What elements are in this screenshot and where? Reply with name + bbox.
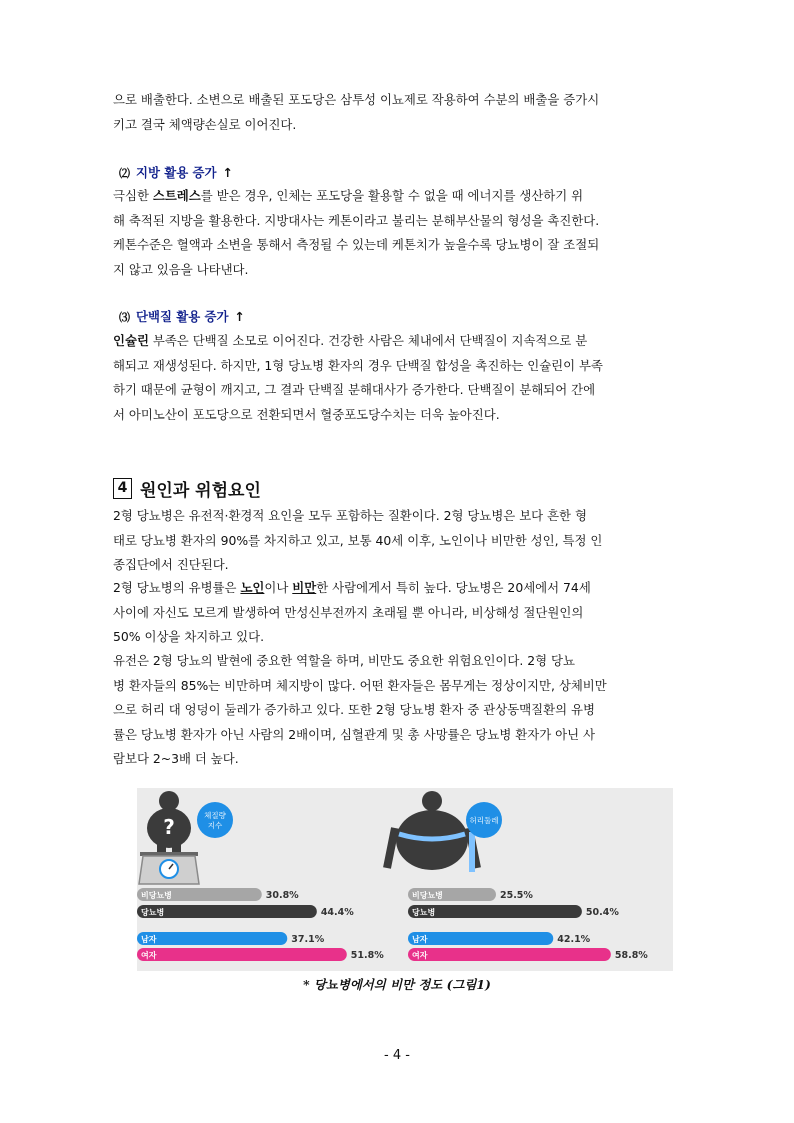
up-arrow-icon: ↑ xyxy=(222,165,233,180)
text-line: 2형 당뇨병의 유병률은 노인이나 비만한 사람에게서 특히 높다. 당뇨병은 20세에서 74세 xyxy=(113,580,591,595)
text-line: 람보다 2~3배 더 높다. xyxy=(113,751,239,766)
bar-남자 xyxy=(408,932,553,945)
emphasis-stress: 스트레스 xyxy=(152,188,201,203)
fat-usage-paragraph xyxy=(113,184,681,282)
protein-usage-paragraph xyxy=(113,329,681,427)
text-line: 극심한 스트레스를 받은 경우, 인체는 포도당을 활용할 수 없을 때 에너지를 생산하기 위 xyxy=(113,188,584,203)
figure-caption: * 당뇨병에서의 비만 정도 (그림1) xyxy=(303,977,491,992)
section-number-box: 4 xyxy=(113,478,132,499)
text-line: 태로 당뇨병 환자의 90%를 차지하고 있고, 보통 40세 이후, 노인이나 비만한 성인, 특정 인 xyxy=(113,532,603,548)
emphasis-elderly: 노인 xyxy=(240,580,265,595)
bar-value: 50.4% xyxy=(585,907,619,918)
bar-label: 당뇨병 xyxy=(141,908,165,917)
causes-paragraph-3 xyxy=(113,649,681,772)
bar-남자 xyxy=(137,932,287,945)
bar-label: 남자 xyxy=(141,935,157,944)
intro-paragraph xyxy=(113,88,681,137)
bar-value: 25.5% xyxy=(499,890,533,901)
bar-value: 51.8% xyxy=(350,950,384,961)
emphasis-insulin: 인슐린 xyxy=(113,333,149,348)
bar-label: 비당뇨병 xyxy=(141,891,172,900)
text-line: 하기 때문에 균형이 깨지고, 그 결과 단백질 분해대사가 증가한다. 단백질이 분해되어 간에 xyxy=(113,382,596,397)
text-line: 해되고 재생성된다. 하지만, 1형 당뇨병 환자의 경우 단백질 합성을 촉진하는 인슐린이 부족 xyxy=(113,357,603,373)
bar-label: 당뇨병 xyxy=(412,908,436,917)
svg-text:?: ? xyxy=(163,815,175,839)
subheading-number: ⑵ xyxy=(119,167,130,180)
text-line: 인슐린 부족은 단백질 소모로 이어진다. 건강한 사람은 체내에서 단백질이 지속적으로 분 xyxy=(113,333,588,348)
subheading-number: ⑶ xyxy=(119,311,130,324)
text-line: 사이에 자신도 모르게 발생하여 만성신부전까지 초래될 뿐 아니라, 비상해성 절단원인의 xyxy=(113,604,584,620)
subheading-title: 지방 활용 증가 xyxy=(136,165,217,180)
bar-value: 42.1% xyxy=(557,934,591,945)
person-on-scale-icon xyxy=(139,791,199,884)
bar-여자 xyxy=(137,948,347,961)
text-line: 종집단에서 진단된다. xyxy=(113,557,229,572)
bar-여자 xyxy=(408,948,611,961)
bar-label: 여자 xyxy=(141,951,157,960)
bar-value: 58.8% xyxy=(614,950,648,961)
bar-value: 44.4% xyxy=(320,907,354,918)
text-line: 서 아미노산이 포도당으로 전환되면서 혈중포도당수치는 더욱 높아진다. xyxy=(113,406,500,422)
text-line: 으로 허리 대 엉덩이 둘레가 증가하고 있다. 또한 2형 당뇨병 환자 중 관상동맥질환의 유병 xyxy=(113,702,595,717)
bmi-badge-icon xyxy=(197,802,233,838)
text-line: 유전은 2형 당뇨의 발현에 중요한 역할을 하며, 비만도 중요한 위험요인이다. 2형 당뇨 xyxy=(113,653,575,668)
text-line: 으로 배출한다. 소변으로 배출된 포도당은 삼투성 이뇨제로 작용하여 수분의 배출을 증가시 xyxy=(113,92,600,107)
infographic-svg xyxy=(137,788,673,971)
section-title xyxy=(113,476,261,501)
obesity-infographic xyxy=(137,788,673,971)
text-line: 케톤수준은 혈액과 소변을 통해서 측정될 수 있는데 케톤치가 높을수록 당뇨병이 잘 조절되 xyxy=(113,237,600,252)
bar-label: 남자 xyxy=(412,935,428,944)
bar-label: 비당뇨병 xyxy=(412,891,443,900)
text-line: 해 축적된 지방을 활용한다. 지방대사는 케톤이라고 불리는 분해부산물의 형성을 촉진한다. xyxy=(113,212,600,228)
text-line: 병 환자들의 85%는 비만하며 체지방이 많다. 어떤 환자들은 몸무게는 정상이지만, 상체비만 xyxy=(113,677,607,693)
text-line: 률은 당뇨병 환자가 아닌 사람의 2배이며, 심혈관계 및 총 사망률은 당뇨병 환자가 아닌 사 xyxy=(113,726,595,742)
text-line: 지 않고 있음을 나타낸다. xyxy=(113,261,249,277)
bmi-badge-line2: 지수 xyxy=(207,821,223,830)
page-number: - 4 - xyxy=(384,1048,410,1063)
causes-paragraph-2 xyxy=(113,576,681,650)
subheading-title: 단백질 활용 증가 xyxy=(136,309,229,324)
bmi-badge-line1: 체질량 xyxy=(204,811,226,820)
text-line: 50% 이상을 차지하고 있다. xyxy=(113,629,265,644)
section-title-text: 원인과 위험요인 xyxy=(140,481,261,501)
subheading-fat-usage xyxy=(119,163,233,181)
up-arrow-icon: ↑ xyxy=(234,309,245,324)
emphasis-obesity: 비만 xyxy=(292,580,317,595)
waist-measure-person-icon xyxy=(387,791,477,872)
bar-label: 여자 xyxy=(412,951,428,960)
text-line: 키고 결국 체액량손실로 이어진다. xyxy=(113,116,297,132)
text-line: 2형 당뇨병은 유전적·환경적 요인을 모두 포함하는 질환이다. 2형 당뇨병은 보다 흔한 형 xyxy=(113,508,587,523)
waist-badge-label: 허리둘레 xyxy=(469,816,499,825)
bar-value: 37.1% xyxy=(291,934,325,945)
bar-value: 30.8% xyxy=(265,890,299,901)
subheading-protein-usage xyxy=(119,307,245,325)
causes-paragraph-1 xyxy=(113,504,681,578)
